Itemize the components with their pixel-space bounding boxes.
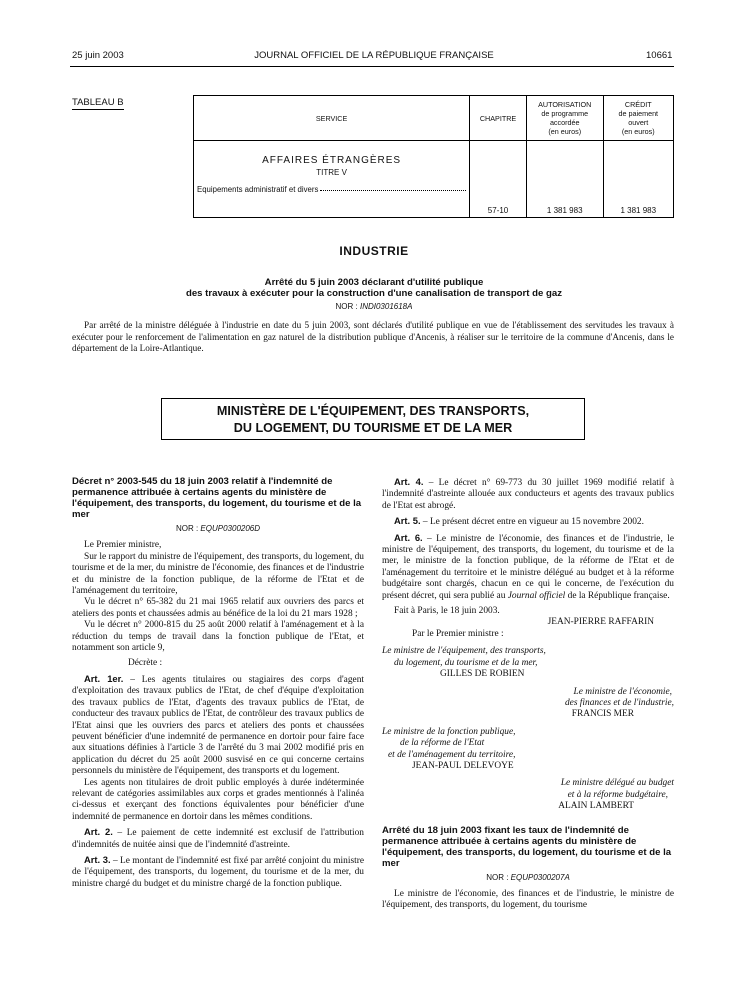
decret-column-left bbox=[72, 476, 364, 890]
row-autorisation: 1 381 983 bbox=[526, 141, 603, 218]
decret-art4: Art. 4. – Le décret n° 69-773 du 30 juillet 1969 modifié relatif à l'indemnité d'astreinte allouée aux conducteurs et agents des travaux publics de l'Etat est abrogé. bbox=[382, 476, 674, 511]
decret-p1: Le Premier ministre, bbox=[84, 540, 162, 551]
signature-budget: Le ministre délégué au budget et à la réforme budgétaire, ALAIN LAMBERT bbox=[558, 778, 674, 812]
industrie-heading: INDUSTRIE bbox=[339, 244, 409, 258]
arrete2-title: Arrêté du 18 juin 2003 fixant les taux de l'indemnité de permanence attribuée à certains agents du ministère de l'équipement, des transports, du logement, du tourisme et de la mer bbox=[382, 824, 672, 869]
signature-equipement: Le ministre de l'équipement, des transports, du logement, du tourisme et de la mer, GILLES DE ROBIEN bbox=[382, 646, 546, 680]
decret-art1b: Les agents non titulaires de droit public employés à durée indéterminée relevant de catégories assimilables aux corps et grades mentionnés à l'alinéa ci-dessus et exerçant des fonctions équivalentes pour bénéficier d'une indemnité de permanence en dortoir dans les mêmes conditions. bbox=[72, 777, 364, 822]
pm-signature-name: JEAN-PIERRE RAFFARIN bbox=[547, 617, 654, 628]
tableau-b-table bbox=[193, 95, 674, 218]
decret-p4: Vu le décret n° 2000-815 du 25 août 2000 relatif à l'aménagement et à la réduction du temps de travail dans la fonction publique de l'Etat, et notamment son article 9, bbox=[72, 620, 364, 654]
decret-decrete: Décrète : bbox=[128, 658, 163, 669]
industrie-arrete-title: Arrêté du 5 juin 2003 déclarant d'utilité publique des travaux à exécuter pour la construction d'une canalisation de transport de gaz bbox=[185, 277, 562, 299]
row-label: Equipements administratif et divers bbox=[194, 185, 469, 194]
ministere-box: MINISTÈRE DE L'ÉQUIPEMENT, DES TRANSPORTS, DU LOGEMENT, DU TOURISME ET DE LA MER bbox=[161, 398, 585, 440]
signature-fonction-publique: Le ministre de la fonction publique, de la réforme de l'Etat et de l'aménagement du territoire, JEAN-PAUL DELEVOYE bbox=[382, 726, 516, 771]
decret-title: Décret n° 2003-545 du 18 juin 2003 relatif à l'indemnité de permanence attribuée à certains agents du ministère de l'équipement, des transports, du logement, du tourisme et de la mer bbox=[72, 476, 362, 520]
header-date: 25 juin 2003 bbox=[72, 50, 124, 61]
col-header-chapitre: CHAPITRE bbox=[470, 96, 527, 141]
decret-art1: Art. 1er. – Les agents titulaires ou stagiaires des corps d'agent d'exploitation des travaux publics de l'Etat, de chef d'équipe d'exploitation des travaux publics de l'Etat, d'agents des travaux publics de l'Etat, de conducteur des travaux publics de l'Etat, de contrôleur des travaux publics de l'Etat ainsi que les ouvriers des parcs et ateliers des ponts et chaussées peuvent bénéficier d'une indemnité de permanence en dortoir pour faire face aux situations définies à l'article 3 de l'arrêté du 3 mai 2002 modifié pris en application du décret du 25 août 2000 susvisé en ce qui concerne certains personnels du ministère de l'équipement, des transports et du logement. bbox=[72, 672, 364, 777]
col-header-autorisation: AUTORISATION de programme accordée (en euros) bbox=[526, 96, 603, 141]
decret-art3: Art. 3. – Le montant de l'indemnité est fixé par arrêté conjoint du ministre de l'équipement, des transports, du logement, du tourisme et de la mer, du ministre chargé du budget et du ministre chargé de la fonction publique. bbox=[72, 853, 364, 889]
ministry-name: AFFAIRES ÉTRANGÈRES bbox=[262, 155, 402, 166]
decret-art2: Art. 2. – Le paiement de cette indemnité est exclusif de l'attribution d'indemnités de nuitée ainsi que de l'indemnité d'astreinte. bbox=[72, 826, 364, 850]
industrie-nor: NOR : INDI0301618A bbox=[335, 302, 413, 311]
header-rule bbox=[70, 66, 674, 67]
header-journal-title: JOURNAL OFFICIEL DE LA RÉPUBLIQUE FRANÇAISE bbox=[254, 50, 494, 61]
signature-economie: Le ministre de l'économie, des finances et de l'industrie, FRANCIS MER bbox=[564, 686, 674, 720]
decret-nor: NOR : EQUP0300206D bbox=[175, 524, 261, 533]
decret-fait: Fait à Paris, le 18 juin 2003. bbox=[394, 606, 500, 617]
par-pm: Par le Premier ministre : bbox=[412, 628, 504, 639]
arrete2-nor: NOR : EQUP0300207A bbox=[486, 872, 570, 882]
decret-p3: Vu le décret n° 65-382 du 21 mai 1965 relatif aux ouvriers des parcs et ateliers des ponts et chaussées admis au bénéfice de la loi du 21 mars 1928 ; bbox=[72, 597, 364, 619]
tableau-label: TABLEAU B bbox=[72, 97, 124, 108]
service-cell bbox=[194, 141, 470, 218]
header-page-number: 10661 bbox=[646, 50, 673, 61]
decret-art5: Art. 5. – Le présent décret entre en vigueur au 15 novembre 2002. bbox=[394, 515, 644, 528]
decret-p2: Sur le rapport du ministre de l'équipement, des transports, du logement, du tourisme et de la mer, du ministre de l'économie, des finances et de l'industrie et du ministre de la fonction publique, de la réforme de l'Etat et de l'aménagement du territoire, bbox=[72, 551, 364, 597]
industrie-body: Par arrêté de la ministre déléguée à l'industrie en date du 5 juin 2003, sont déclarés d'utilité publique en vue de l'établissement des servitudes les travaux à exécuter pour le renforcement de l'alimentation en gaz naturel de la distribution publique d'Ancenis, à réaliser sur le territoire de la commune d'Ancenis, dans le département de la Loire-Atlantique. bbox=[72, 320, 674, 353]
col-header-credit: CRÉDIT de paiement ouvert (en euros) bbox=[603, 96, 673, 141]
decret-art6: Art. 6. – Le ministre de l'économie, des finances et de l'industrie, le ministre de l'équipement, des transports, du logement, du tourisme et de la mer, le ministre de la fonction publique, de la réforme de l'Etat et de l'aménagement du territoire et le ministre délégué au budget et à la réforme budgétaire sont chargés, chacun en ce qui le concerne, de l'exécution du présent décret, qui sera publié au Journal officiel de la République française. bbox=[382, 531, 674, 601]
row-chapitre: 57-10 bbox=[470, 141, 527, 218]
arrete2-body: Le ministre de l'économie, des finances et de l'industrie, le ministre de l'équipement, des transports, du logement, du tourisme bbox=[382, 888, 674, 911]
titre-label: TITRE V bbox=[316, 168, 347, 177]
row-credit: 1 381 983 bbox=[603, 141, 673, 218]
decret-column-right bbox=[382, 476, 674, 912]
col-header-service: SERVICE bbox=[194, 96, 470, 141]
